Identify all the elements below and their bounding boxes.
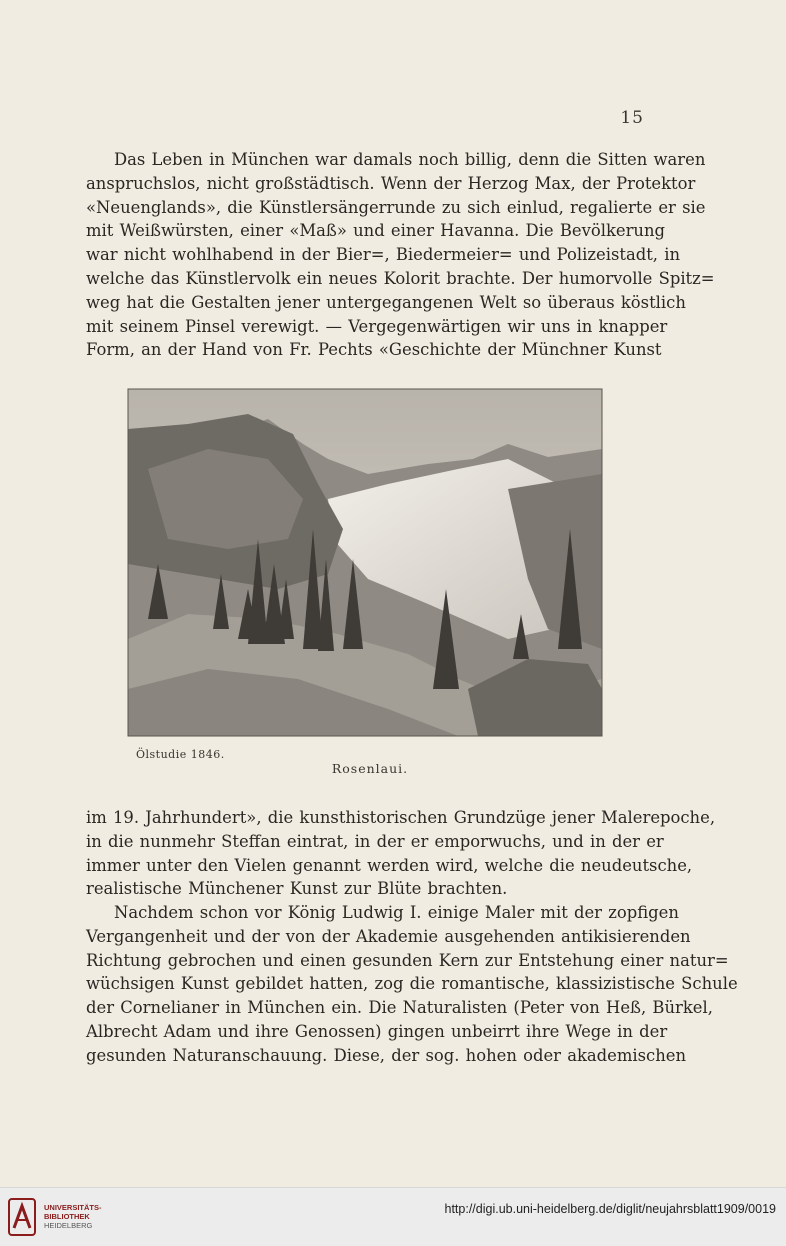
text-line: Das Leben in München war damals noch billig, denn die Sitten waren <box>114 150 706 169</box>
text-line: in die nunmehr Steffan eintrat, in der er emporwuchs, und in der er <box>86 831 664 851</box>
landscape-painting <box>128 389 602 736</box>
text-line: gesunden Naturanschauung. Diese, der sog. hohen oder akademischen <box>86 1045 687 1065</box>
library-name-line: BIBLIOTHEK <box>44 1212 90 1221</box>
paragraph-1 <box>86 148 715 362</box>
mountain-landscape-image <box>128 389 602 736</box>
library-name <box>44 1203 102 1230</box>
text-line: «Neuenglands», die Künstlersängerrunde zu sich einlud, regalierte er sie <box>86 197 706 217</box>
library-name-line: HEIDELBERG <box>44 1221 93 1230</box>
viewer-footer <box>0 1187 786 1246</box>
page-number: 15 <box>620 108 644 128</box>
text-line: mit seinem Pinsel verewigt. — Vergegenwärtigen wir uns in knapper <box>86 316 668 336</box>
text-line: mit Weißwürsten, einer «Maß» und einer Havanna. Die Bevölkerung <box>86 221 666 241</box>
text-line: im 19. Jahrhundert», die kunsthistorischen Grundzüge jener Malerepoche, <box>86 808 716 827</box>
text-line: Vergangenheit und der von der Akademie ausgehenden antikisierenden <box>86 926 691 946</box>
library-name-line: UNIVERSITÄTS- <box>44 1203 102 1212</box>
figure-caption-title: Rosenlaui. <box>331 761 409 776</box>
text-line: Albrecht Adam und ihre Genossen) gingen unbeirrt ihre Wege in der <box>86 1021 668 1041</box>
university-library-logo-icon <box>8 1198 36 1236</box>
permalink-url[interactable]: http://digi.ub.uni-heidelberg.de/diglit/neujahrsblatt1909/0019 <box>444 1202 776 1216</box>
text-line: war nicht wohlhabend in der Bier=, Biedermeier= und Polizeistadt, in <box>86 245 681 265</box>
paragraph-3 <box>86 901 738 1068</box>
figure-caption-study: Ölstudie 1846. <box>136 748 225 761</box>
text-line: wüchsigen Kunst gebildet hatten, zog die romantische, klassizistische Schule <box>86 974 738 994</box>
text-line: weg hat die Gestalten jener untergegangenen Welt so überaus köstlich <box>86 292 686 312</box>
text-line: Form, an der Hand von Fr. Pechts «Geschichte der Münchner Kunst <box>86 340 662 360</box>
text-line: welche das Künstlervolk ein neues Kolorit brachte. Der humorvolle Spitz= <box>86 268 715 288</box>
text-line: Richtung gebrochen und einen gesunden Kern zur Entstehung einer natur= <box>86 950 729 970</box>
text-line: realistische Münchener Kunst zur Blüte brachten. <box>86 879 508 899</box>
paragraph-2 <box>86 806 716 901</box>
text-line: Nachdem schon vor König Ludwig I. einige Maler mit der zopfigen <box>114 903 679 922</box>
text-line: immer unter den Vielen genannt werden wird, welche die neudeutsche, <box>86 855 693 875</box>
text-line: der Cornelianer in München ein. Die Naturalisten (Peter von Heß, Bürkel, <box>86 998 713 1018</box>
text-line: anspruchslos, nicht großstädtisch. Wenn der Herzog Max, der Protektor <box>86 173 696 193</box>
